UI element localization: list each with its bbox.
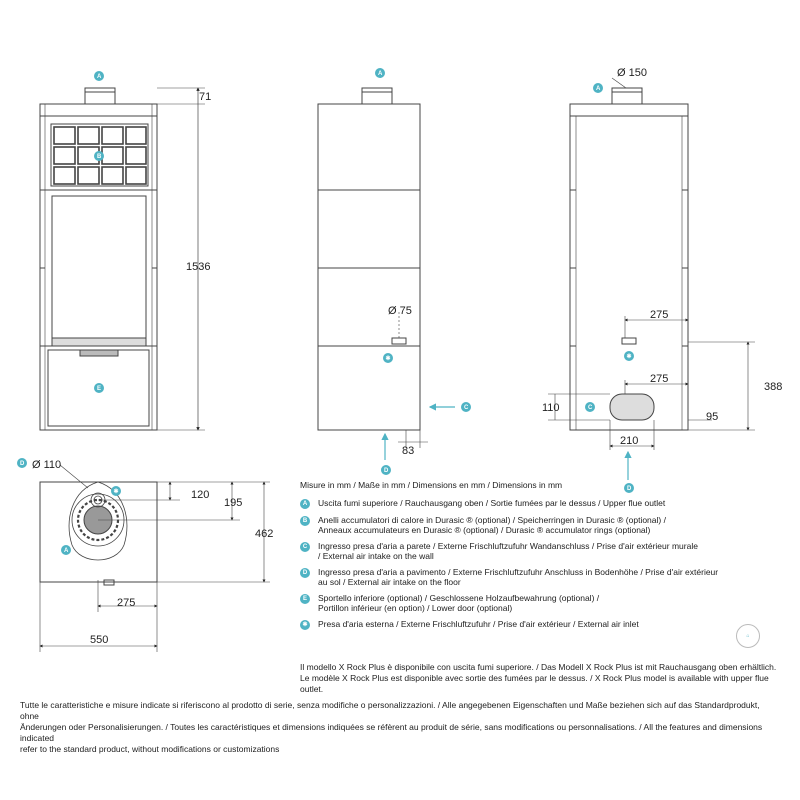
disclaimer-line: refer to the standard product, without modifications or customizations [20, 744, 280, 754]
marker-c-rear [585, 402, 595, 412]
svg-text:D: D [384, 468, 389, 474]
dim-195: 195 [224, 497, 243, 509]
dim-120: 120 [191, 489, 210, 501]
legend [300, 480, 770, 636]
dim-95: 95 [706, 411, 719, 423]
svg-text:C: C [464, 405, 469, 411]
marker-a-front [94, 71, 104, 81]
legend-marker-e: E [300, 594, 310, 604]
svg-text:D: D [627, 486, 632, 492]
dim-275-hole: 275 [650, 373, 669, 385]
legend-marker-c: C [300, 542, 310, 552]
dim-110-side: 110 [542, 402, 560, 414]
marker-a-top [61, 545, 71, 555]
marker-e-front [94, 383, 104, 393]
legend-marker-b: B [300, 516, 310, 526]
dim-388: 388 [764, 381, 783, 393]
front-view [40, 88, 205, 430]
disclaimer-line: Tutte le caratteristiche e misure indicate si riferiscono al prodotto di serie, senza modifiche o personalizzazioni. / Alle angegebenen Eigenschaften und Maße beziehen sich auf das Standardprodukt, ohne [20, 700, 760, 721]
legend-text: Anneaux accumulateurs en Durasic ® (optional) / Durasic ® accumulator rings (optional) [318, 525, 651, 535]
disclaimer-line: Änderungen oder Personalisierungen. / Toutes les caractéristiques et dimensions indiquées se réfèrent au produit de série, sans modifications ou personnalisations. / All the features and dimensions indicated [20, 722, 763, 743]
svg-text:✱: ✱ [385, 356, 391, 362]
legend-item-e [300, 593, 770, 613]
marker-a-side [375, 68, 385, 78]
dim-210: 210 [620, 435, 639, 447]
marker-d-top [17, 458, 27, 468]
dim-462: 462 [255, 528, 274, 540]
legend-text: Portillon inférieur (en option) / Lower door (optional) [318, 603, 513, 613]
dim-275-top: 275 [117, 597, 136, 609]
svg-text:✱: ✱ [113, 489, 119, 495]
legend-text: Ingresso presa d'aria a pavimento / Externe Frischluftzufuhr Anschluss in Bodenhöhe / Prise d'air extérieur [318, 567, 719, 577]
svg-text:A: A [596, 86, 601, 92]
dim-83: 83 [402, 445, 415, 457]
rear-view [548, 78, 755, 480]
svg-text:A: A [64, 548, 69, 554]
dim-d150: Ø 150 [617, 67, 647, 79]
dim-550: 550 [90, 634, 109, 646]
dim-d75: Ø 75 [388, 305, 412, 317]
legend-text: Uscita fumi superiore / Rauchausgang oben / Sortie fumées par le dessus / Upper flue outlet [318, 498, 666, 508]
availability-note [300, 662, 780, 695]
legend-marker-star: ✱ [300, 620, 310, 630]
note-line: Il modello X Rock Plus è disponibile con uscita fumi superiore. / Das Modell X Rock Plus ist mit Rauchausgang oben erhältlich. [300, 662, 777, 672]
legend-text: au sol / External air intake on the floor [318, 577, 461, 587]
svg-text:E: E [97, 386, 102, 392]
dim-1536: 1536 [186, 261, 211, 273]
dim-275-side: 275 [650, 309, 669, 321]
product-tag-icon: ⌂ [736, 624, 760, 648]
svg-text:A: A [378, 71, 383, 77]
side-view [318, 88, 455, 460]
disclaimer [20, 700, 780, 755]
marker-star-side [383, 353, 393, 363]
dim-71: 71 [199, 91, 212, 103]
marker-a-rear [593, 83, 603, 93]
legend-text: Anelli accumulatori di calore in Durasic ® (optional) / Speicherringen in Durasic ® (optional) / [318, 515, 666, 525]
note-line: Le modèle X Rock Plus est disponible avec sortie des fumées par le dessus. / X Rock Plus model is available with upper flue outlet. [300, 673, 769, 694]
marker-c-side [461, 402, 471, 412]
legend-marker-a: A [300, 499, 310, 509]
legend-text: Ingresso presa d'aria a parete / Externe Frischluftzufuhr Wandanschluss / Prise d'air extérieur murale [318, 541, 698, 551]
legend-text: Presa d'aria esterna / Externe Frischluftzufuhr / Prise d'air extérieur / External air inlet [318, 619, 639, 629]
legend-item-star [300, 619, 770, 630]
svg-text:D: D [20, 461, 25, 467]
marker-d-side [381, 465, 391, 475]
dim-d110-top: Ø 110 [32, 459, 62, 471]
svg-text:B: B [97, 154, 102, 160]
legend-text: / External air intake on the wall [318, 551, 434, 561]
legend-marker-d: D [300, 568, 310, 578]
marker-star-top [111, 486, 121, 496]
svg-text:✱: ✱ [626, 354, 632, 360]
legend-item-c [300, 541, 770, 561]
legend-header: Misure in mm / Maße in mm / Dimensions en mm / Dimensions in mm [300, 480, 563, 490]
top-view [40, 465, 270, 652]
svg-text:C: C [588, 405, 593, 411]
marker-star-rear [624, 351, 634, 361]
legend-item-b [300, 515, 770, 535]
marker-b-front [94, 151, 104, 161]
legend-item-a [300, 498, 770, 509]
svg-text:A: A [97, 74, 102, 80]
legend-text: Sportello inferiore (optional) / Geschlossene Holzaufbewahrung (optional) / [318, 593, 600, 603]
legend-item-d [300, 567, 770, 587]
